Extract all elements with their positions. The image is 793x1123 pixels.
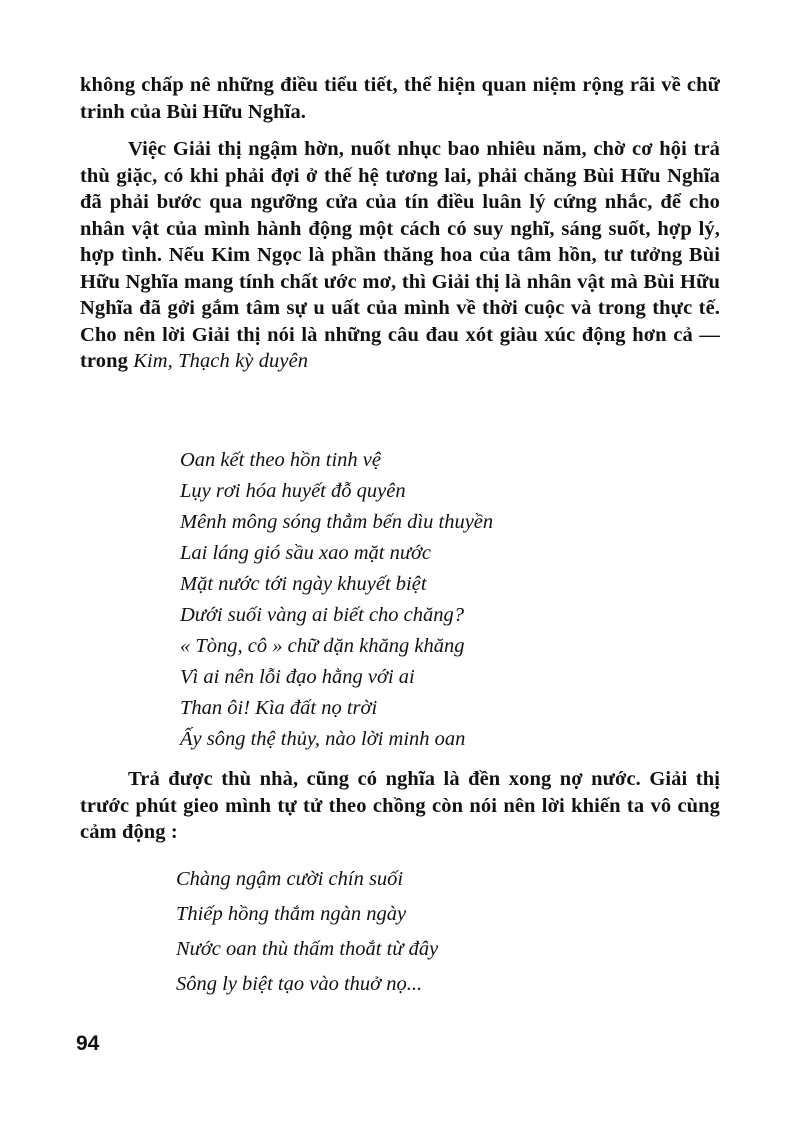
verse-line: Thiếp hồng thắm ngàn ngày xyxy=(176,903,407,925)
verse-block-1 xyxy=(180,445,700,755)
verse-line: Mênh mông sóng thẳm bến dìu thuyền xyxy=(180,511,494,533)
paragraph-continuation xyxy=(80,72,720,125)
paragraph-text: Trả được thù nhà, cũng có nghĩa là đền xong nợ nước. Giải thị trước phút gieo mình tự tử theo chồng còn nói nên lời khiến ta vô cùng cảm động : xyxy=(80,768,720,843)
paragraph-giai-thi xyxy=(80,136,720,375)
page-number: 94 xyxy=(76,1032,100,1055)
paragraph-body: Việc Giải thị ngậm hờn, nuốt nhục bao nhiêu năm, chờ cơ hội trả thù giặc, có khi phải đợi ở thế hệ tương lai, phải chăng Bùi Hữu Nghĩa đã phải bước qua ngưỡng cửa của tín điều luân lý cứng nhắc, để cho nhân vật của mình hành động một cách có suy nghĩ, sáng suốt, hợp lý, hợp tình. Nếu Kim Ngọc là phần thăng hoa của tâm hồn, tư tưởng Bùi Hữu Nghĩa mang tính chất ước mơ, thì Giải thị là nhân vật mà Bùi Hữu Nghĩa đã gởi gắm tâm sự u uất của mình về thời cuộc và trong thực tế. Cho nên lời Giải thị nói là những câu đau xót giàu xúc động hơn cả — trong xyxy=(80,138,720,372)
verse-line: Chàng ngậm cười chín suối xyxy=(176,868,404,890)
verse-line: Ấy sông thệ thủy, nào lời minh oan xyxy=(180,728,466,750)
verse-line: Oan kết theo hồn tinh vệ xyxy=(180,449,381,471)
verse-block-2 xyxy=(176,862,696,1002)
verse-line: Nước oan thù thấm thoắt từ đây xyxy=(176,938,439,960)
verse-line: Vì ai nên lỗi đạo hằng với ai xyxy=(180,666,415,688)
paragraph-text xyxy=(80,136,720,375)
verse-line: Than ôi! Kìa đất nọ trời xyxy=(180,697,378,719)
work-title: Kim, Thạch kỳ duyên xyxy=(133,350,309,372)
paragraph-text: không chấp nê những điều tiểu tiết, thể hiện quan niệm rộng rãi về chữ trinh của Bùi Hữu Nghĩa. xyxy=(80,74,720,123)
verse-line: « Tòng, cô » chữ dặn khăng khăng xyxy=(180,635,465,657)
verse-line: Mặt nước tới ngày khuyết biệt xyxy=(180,573,427,595)
verse-line: Lụy rơi hóa huyết đỗ quyên xyxy=(180,480,406,502)
verse-line: Dưới suối vàng ai biết cho chăng? xyxy=(180,604,465,626)
verse-line: Sông ly biệt tạo vào thuở nọ... xyxy=(176,973,423,995)
verse-line: Lai láng gió sầu xao mặt nước xyxy=(180,542,432,564)
paragraph-revenge xyxy=(80,766,720,846)
